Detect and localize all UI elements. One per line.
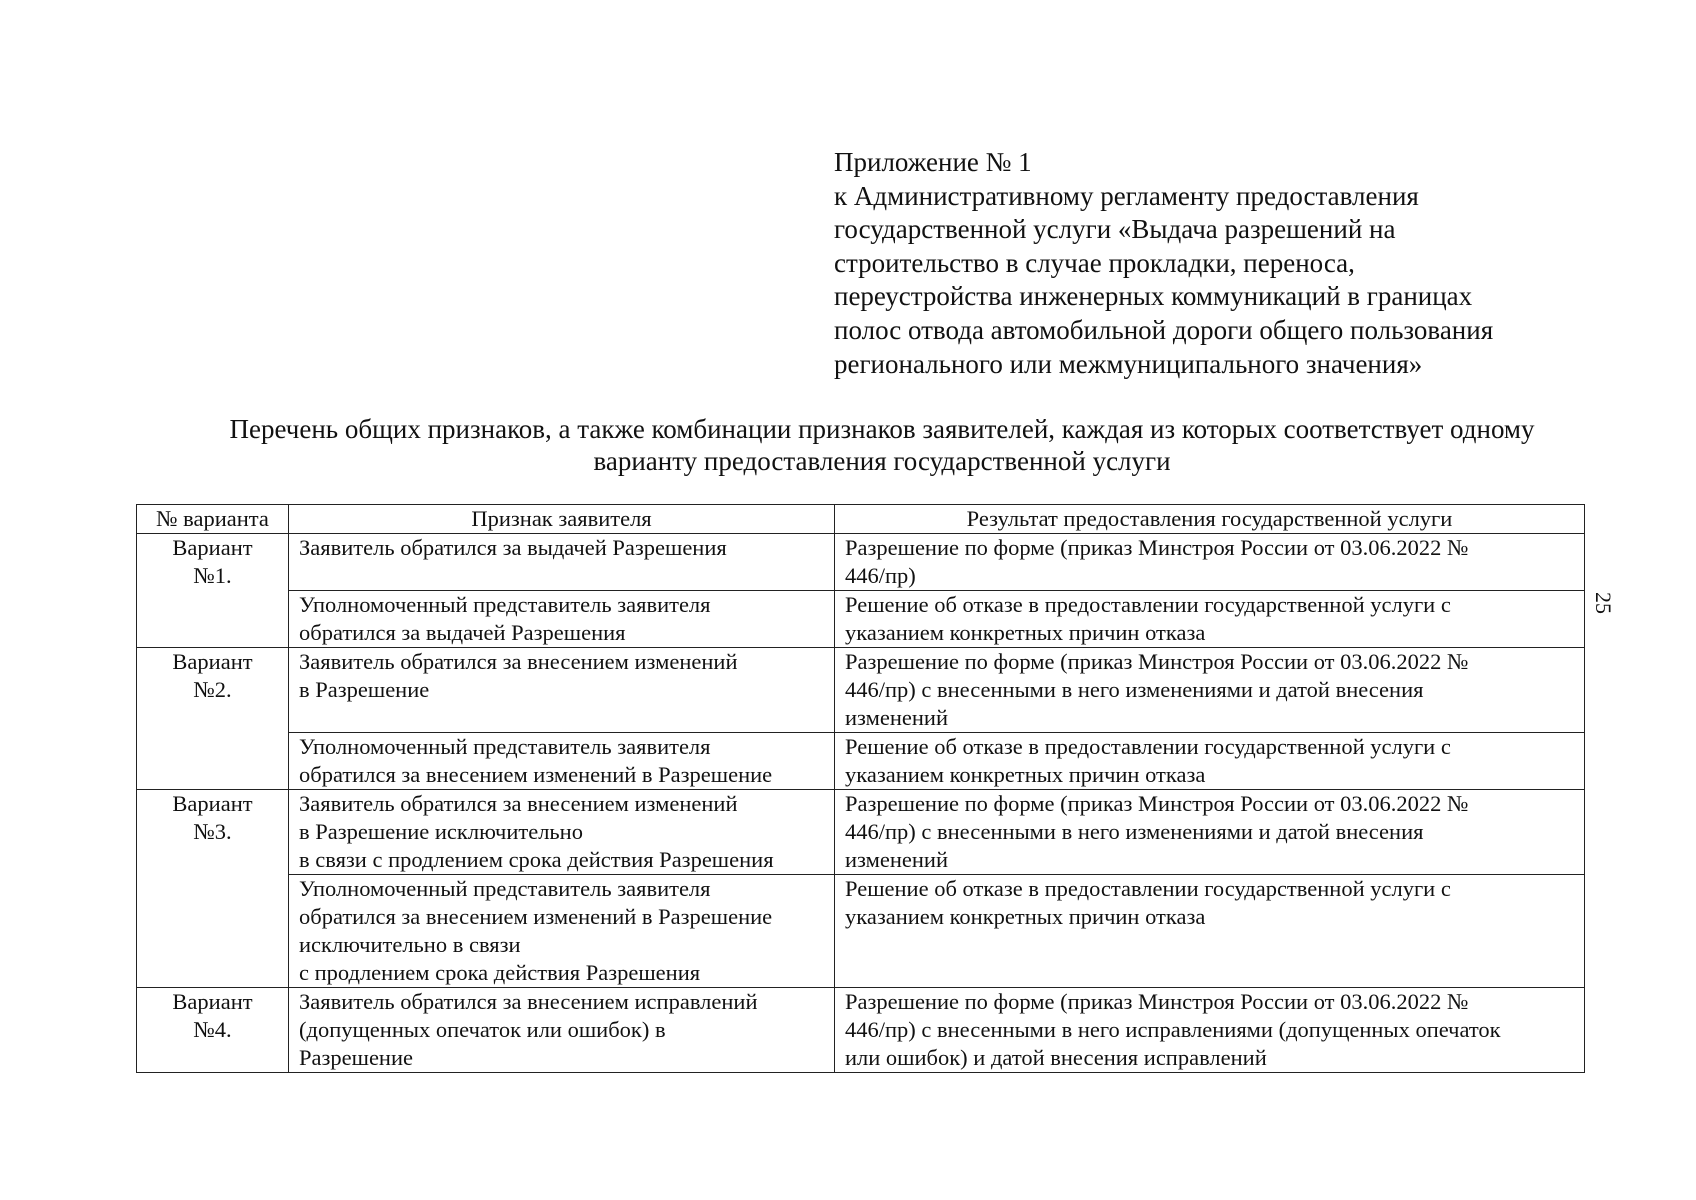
applicant-sign-cell xyxy=(289,534,835,591)
service-result-cell xyxy=(835,534,1585,591)
applicant-sign-line: Уполномоченный представитель заявителя xyxy=(299,592,711,617)
applicant-sign-line: обратился за внесением изменений в Разрешение xyxy=(299,904,773,929)
applicant-sign-line: Уполномоченный представитель заявителя xyxy=(299,734,711,759)
appendix-line: Приложение № 1 xyxy=(834,147,1032,177)
applicant-sign-cell xyxy=(289,988,835,1073)
service-result-line: Решение об отказе в предоставлении государственной услуги с xyxy=(845,592,1451,617)
applicant-sign-cell xyxy=(289,591,835,648)
table-row xyxy=(137,988,1585,1073)
header-sign: Признак заявителя xyxy=(289,505,835,534)
applicant-sign-line: Разрешение xyxy=(299,1045,414,1070)
service-result-line: Решение об отказе в предоставлении государственной услуги с xyxy=(845,734,1451,759)
applicant-sign-line: в Разрешение исключительно xyxy=(299,819,583,844)
variant-label: №3. xyxy=(193,819,232,844)
header-variant: № варианта xyxy=(137,505,289,534)
variant-label: Вариант xyxy=(172,989,253,1014)
appendix-line: регионального или межмуниципального значения» xyxy=(834,348,1423,379)
variant-label: №2. xyxy=(193,677,232,702)
service-result-line: указанием конкретных причин отказа xyxy=(845,762,1206,787)
applicant-sign-cell xyxy=(289,733,835,790)
document-title xyxy=(150,413,1614,477)
appendix-block xyxy=(834,146,1594,381)
variant-cell xyxy=(137,988,289,1073)
service-result-line: Разрешение по форме (приказ Минстроя России от 03.06.2022 № xyxy=(845,791,1469,816)
service-result-line: изменений xyxy=(845,705,948,730)
appendix-line: переустройства инженерных коммуникаций в границах xyxy=(834,281,1473,312)
service-result-line: 446/пр) xyxy=(845,563,916,588)
service-result-cell xyxy=(835,591,1585,648)
applicant-sign-line: с продлением срока действия Разрешения xyxy=(299,960,701,985)
header-result: Результат предоставления государственной услуги xyxy=(835,505,1585,534)
service-result-cell xyxy=(835,648,1585,733)
applicant-sign-line: в связи с продлением срока действия Разрешения xyxy=(299,847,774,872)
appendix-line: к Административному регламенту предоставления xyxy=(834,180,1419,211)
page-number: 25 xyxy=(1591,592,1616,614)
applicant-sign-line: Заявитель обратился за внесением изменений xyxy=(299,649,738,674)
applicant-sign-line: Уполномоченный представитель заявителя xyxy=(299,876,711,901)
applicant-sign-line: исключительно в связи xyxy=(299,932,521,957)
table-header-row xyxy=(137,505,1585,534)
service-result-cell xyxy=(835,733,1585,790)
document-title-line: Перечень общих признаков, а также комбинации признаков заявителей, каждая из которых соответствует одному xyxy=(229,414,1535,444)
service-result-cell xyxy=(835,988,1585,1073)
variant-label: Вариант xyxy=(172,791,253,816)
variant-cell xyxy=(137,534,289,648)
appendix-line: государственной услуги «Выдача разрешений на xyxy=(834,214,1396,245)
service-result-line: Разрешение по форме (приказ Минстроя России от 03.06.2022 № xyxy=(845,989,1469,1014)
service-result-line: 446/пр) с внесенными в него изменениями и датой внесения xyxy=(845,677,1424,702)
applicant-sign-line: в Разрешение xyxy=(299,677,430,702)
applicant-sign-line: Заявитель обратился за внесением исправлений xyxy=(299,989,758,1014)
applicant-sign-line: Заявитель обратился за внесением изменений xyxy=(299,791,738,816)
variants-table xyxy=(136,504,1585,1073)
table-row xyxy=(137,534,1585,591)
table-row xyxy=(137,648,1585,733)
applicant-sign-line: обратился за выдачей Разрешения xyxy=(299,620,626,645)
appendix-line: полос отвода автомобильной дороги общего пользования xyxy=(834,314,1494,345)
table-row xyxy=(137,875,1585,988)
applicant-sign-line: обратился за внесением изменений в Разрешение xyxy=(299,762,773,787)
service-result-line: указанием конкретных причин отказа xyxy=(845,620,1206,645)
service-result-line: изменений xyxy=(845,847,948,872)
service-result-line: Разрешение по форме (приказ Минстроя России от 03.06.2022 № xyxy=(845,649,1469,674)
variant-label: Вариант xyxy=(172,535,253,560)
table-body xyxy=(137,534,1585,1073)
variant-label: №4. xyxy=(193,1017,232,1042)
applicant-sign-cell xyxy=(289,790,835,875)
service-result-line: или ошибок) и датой внесения исправлений xyxy=(845,1045,1267,1070)
service-result-line: 446/пр) с внесенными в него изменениями и датой внесения xyxy=(845,819,1424,844)
service-result-line: Решение об отказе в предоставлении государственной услуги с xyxy=(845,876,1451,901)
applicant-sign-cell xyxy=(289,648,835,733)
variant-cell xyxy=(137,648,289,790)
applicant-sign-cell xyxy=(289,875,835,988)
service-result-cell xyxy=(835,875,1585,988)
variant-label: №1. xyxy=(193,563,232,588)
service-result-line: Разрешение по форме (приказ Минстроя России от 03.06.2022 № xyxy=(845,535,1469,560)
service-result-cell xyxy=(835,790,1585,875)
applicant-sign-line: (допущенных опечаток или ошибок) в xyxy=(299,1017,666,1042)
table-row xyxy=(137,733,1585,790)
variant-label: Вариант xyxy=(172,649,253,674)
applicant-sign-line: Заявитель обратился за выдачей Разрешения xyxy=(299,535,727,560)
table-row xyxy=(137,591,1585,648)
appendix-line: строительство в случае прокладки, переноса, xyxy=(834,247,1355,278)
service-result-line: указанием конкретных причин отказа xyxy=(845,904,1206,929)
service-result-line: 446/пр) с внесенными в него исправлениями (допущенных опечаток xyxy=(845,1017,1501,1042)
table-row xyxy=(137,790,1585,875)
variant-cell xyxy=(137,790,289,988)
document-title-line: варианту предоставления государственной услуги xyxy=(593,446,1171,476)
